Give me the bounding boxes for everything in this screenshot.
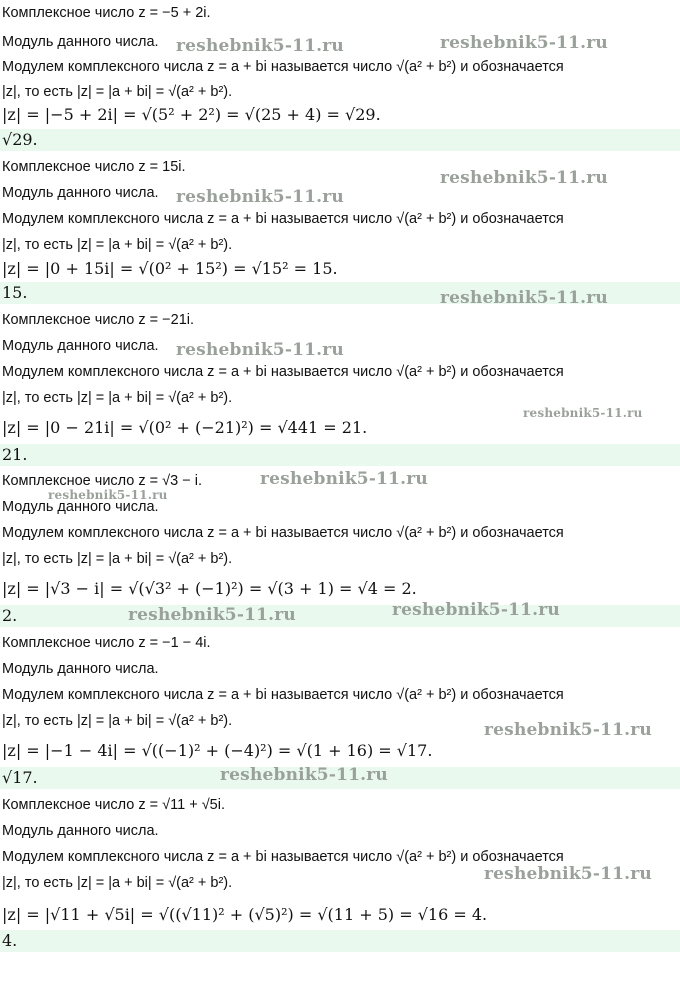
definition-formula: |z|, то есть |z| = |a + bi| = √(a² + b²). xyxy=(2,713,233,729)
definition-text: Модулем комплексного числа z = a + bi называется число √(a² + b²) и обозначается xyxy=(2,525,564,541)
calculation: |z| = |√3 − i| = √(√3² + (−1)²) = √(3 + 1) = √4 = 2. xyxy=(2,579,417,598)
definition-text: Модулем комплексного числа z = a + bi называется число √(a² + b²) и обозначается xyxy=(2,849,564,865)
step-heading: Модуль данного числа. xyxy=(2,499,159,515)
definition-text: Модулем комплексного числа z = a + bi называется число √(a² + b²) и обозначается xyxy=(2,364,564,380)
problem-statement: Комплексное число z = −21i. xyxy=(2,312,195,328)
watermark: reshebnik5-11.ru xyxy=(220,765,388,785)
calculation: |z| = |0 − 21i| = √(0² + (−21)²) = √441 = 21. xyxy=(2,418,368,437)
watermark: reshebnik5-11.ru xyxy=(440,168,608,188)
calculation: |z| = |0 + 15i| = √(0² + 15²) = √15² = 15. xyxy=(2,259,338,278)
watermark: reshebnik5-11.ru xyxy=(260,469,428,489)
watermark: reshebnik5-11.ru xyxy=(484,864,652,884)
watermark: reshebnik5-11.ru xyxy=(440,288,608,308)
calculation: |z| = |−5 + 2i| = √(5² + 2²) = √(25 + 4) = √29. xyxy=(2,105,381,124)
step-heading: Модуль данного числа. xyxy=(2,185,159,201)
watermark: reshebnik5-11.ru xyxy=(176,36,344,56)
definition-text: Модулем комплексного числа z = a + bi называется число √(a² + b²) и обозначается xyxy=(2,211,564,227)
watermark: reshebnik5-11.ru xyxy=(176,340,344,360)
step-heading: Модуль данного числа. xyxy=(2,823,159,839)
definition-text: Модулем комплексного числа z = a + bi называется число √(a² + b²) и обозначается xyxy=(2,59,564,75)
watermark: reshebnik5-11.ru xyxy=(392,600,560,620)
step-heading: Модуль данного числа. xyxy=(2,338,159,354)
watermark: reshebnik5-11.ru xyxy=(48,488,168,502)
problem-statement: Комплексное число z = −5 + 2i. xyxy=(2,5,211,21)
watermark: reshebnik5-11.ru xyxy=(128,605,296,625)
definition-formula: |z|, то есть |z| = |a + bi| = √(a² + b²). xyxy=(2,237,233,253)
definition-formula: |z|, то есть |z| = |a + bi| = √(a² + b²). xyxy=(2,390,233,406)
watermark: reshebnik5-11.ru xyxy=(440,33,608,53)
definition-text: Модулем комплексного числа z = a + bi называется число √(a² + b²) и обозначается xyxy=(2,687,564,703)
problem-statement: Комплексное число z = 15i. xyxy=(2,159,186,175)
answer-value: 15. xyxy=(2,283,28,302)
answer-row xyxy=(0,444,680,466)
calculation: |z| = |−1 − 4i| = √((−1)² + (−4)²) = √(1 + 16) = √17. xyxy=(2,741,433,760)
watermark: reshebnik5-11.ru xyxy=(176,187,344,207)
step-heading: Модуль данного числа. xyxy=(2,661,159,677)
watermark: reshebnik5-11.ru xyxy=(523,406,643,420)
definition-formula: |z|, то есть |z| = |a + bi| = √(a² + b²). xyxy=(2,84,233,100)
problem-statement: Комплексное число z = −1 − 4i. xyxy=(2,635,211,651)
answer-value: 4. xyxy=(2,931,18,950)
problem-statement: Комплексное число z = √3 − i. xyxy=(2,473,202,489)
definition-formula: |z|, то есть |z| = |a + bi| = √(a² + b²). xyxy=(2,875,233,891)
answer-row xyxy=(0,605,680,627)
answer-value: 21. xyxy=(2,445,28,464)
step-heading: Модуль данного числа. xyxy=(2,34,159,50)
definition-formula: |z|, то есть |z| = |a + bi| = √(a² + b²). xyxy=(2,551,233,567)
watermark: reshebnik5-11.ru xyxy=(484,720,652,740)
answer-row xyxy=(0,930,680,952)
problem-statement: Комплексное число z = √11 + √5i. xyxy=(2,797,225,813)
answer-value: √17. xyxy=(2,768,38,787)
answer-row xyxy=(0,129,680,151)
answer-value: √29. xyxy=(2,130,38,149)
calculation: |z| = |√11 + √5i| = √((√11)² + (√5)²) = √(11 + 5) = √16 = 4. xyxy=(2,905,488,924)
answer-value: 2. xyxy=(2,606,18,625)
